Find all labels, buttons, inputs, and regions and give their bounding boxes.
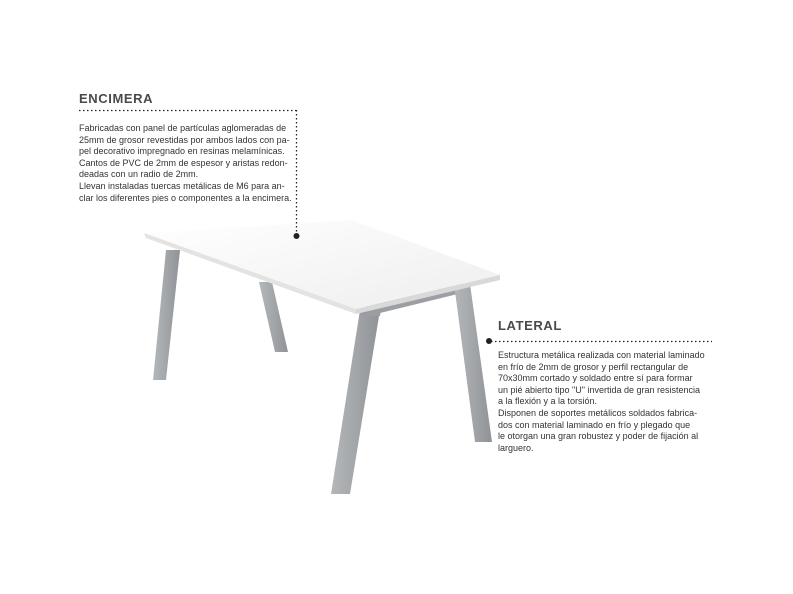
- encimera-line: 25mm de grosor revestidas por ambos lados con pa-: [79, 134, 290, 145]
- lateral-title: LATERAL: [498, 318, 562, 333]
- encimera-line: clar los diferentes pies o componentes a la encimera.: [79, 192, 292, 203]
- back-right-leg: [259, 282, 288, 352]
- lateral-line: larguero.: [498, 442, 534, 453]
- lateral-line: le otorgan una gran robustez y poder de fijación al: [498, 431, 699, 442]
- encimera-line: Cantos de PVC de 2mm de espesor y aristas redon-: [79, 157, 288, 168]
- encimera-line: deadas con un radio de 2mm.: [79, 169, 199, 180]
- lateral-line: Disponen de soportes metálicos soldados fabrica-: [498, 407, 698, 418]
- lateral-leader-line: [486, 338, 712, 344]
- encimera-description: [79, 123, 292, 204]
- lateral-line: Estructura metálica realizada con material laminado: [498, 350, 705, 360]
- lateral-line: en frío de 2mm de grosor y perfil rectangular de: [498, 361, 689, 372]
- encimera-line: Llevan instaladas tuercas metálicas de M6 para an-: [79, 180, 285, 191]
- lateral-description: [498, 350, 705, 454]
- back-left-leg: [153, 250, 180, 380]
- lateral-line: a la flexión y a la torsión.: [498, 396, 598, 407]
- tabletop: [144, 220, 500, 314]
- lateral-line: un pié abierto tipo "U" invertida de gran resistencia: [498, 384, 701, 395]
- encimera-line: pel decorativo impregnado en resinas melamínicas.: [79, 146, 285, 157]
- front-left-leg: [331, 304, 382, 494]
- front-right-leg: [454, 284, 492, 442]
- lateral-line: 70x30mm cortado y soldado entre sí para formar: [498, 373, 693, 384]
- encimera-title: ENCIMERA: [79, 91, 154, 106]
- lateral-line: dos con material laminado en frío y plegado que: [498, 419, 691, 430]
- encimera-line: Fabricadas con panel de partículas aglomeradas de: [79, 123, 287, 133]
